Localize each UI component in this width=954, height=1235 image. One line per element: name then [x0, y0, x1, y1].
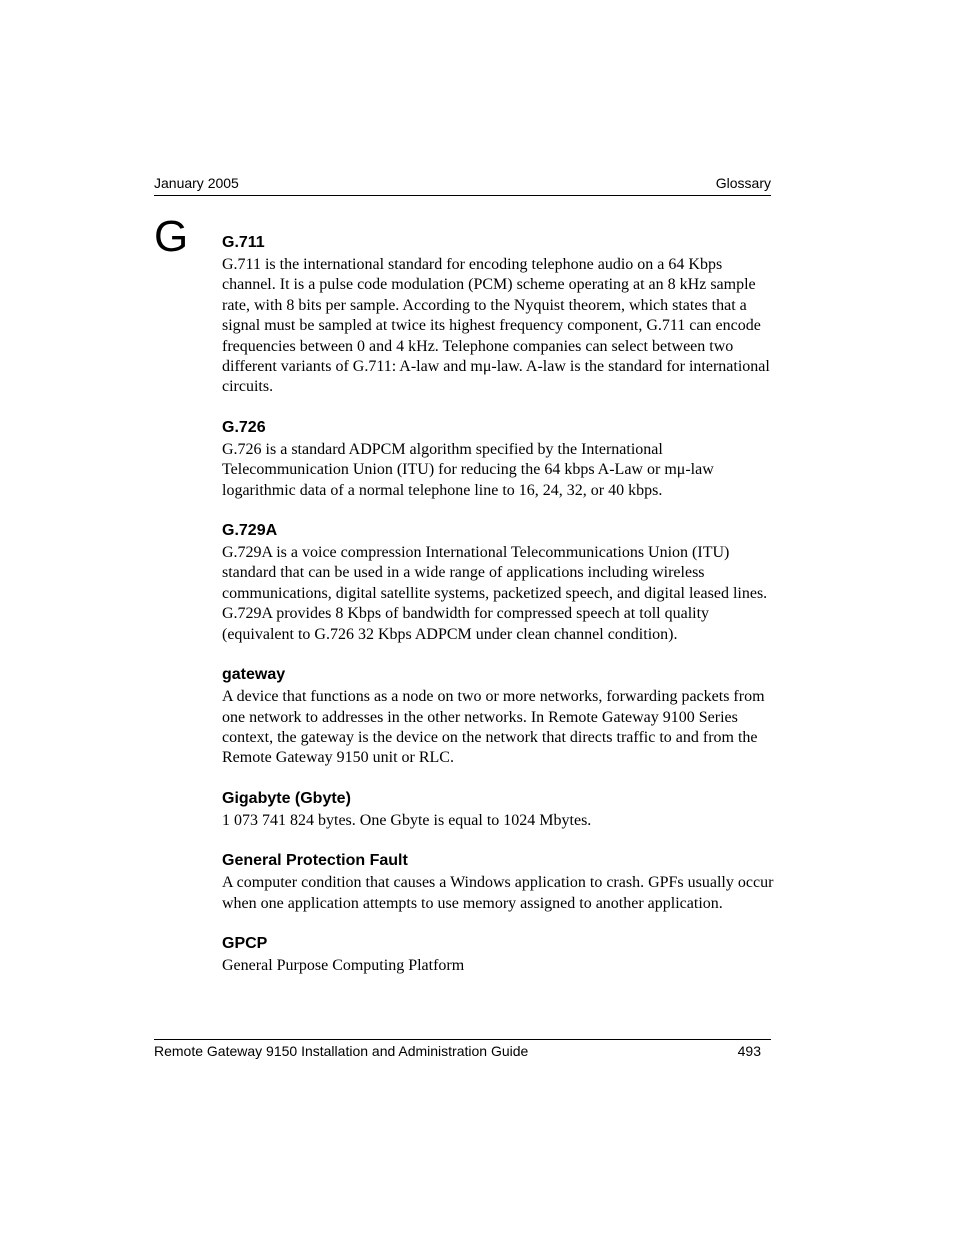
glossary-definition: A device that functions as a node on two or more networks, forwarding packets from one network to addresses in the other networks. In Remote Gateway 9100 Series context, the gateway is the device on the network that directs traffic to and from the Remote Gateway 9150 unit or RLC.	[222, 688, 765, 767]
glossary-entries	[222, 233, 774, 996]
glossary-definition: G.729A is a voice compression International Telecommunications Union (ITU) standard that can be used in a wide range of applications including wireless communications, digital satellite systems, packetized speech, and digital leased lines. G.729A provides 8 Kbps of bandwidth for compressed speech at toll quality (equivalent to G.726 32 Kbps ADPCM under clean channel condition).	[222, 544, 768, 643]
glossary-term: G.726	[222, 418, 266, 436]
glossary-term: Gigabyte (Gbyte)	[222, 789, 351, 807]
glossary-definition: 1 073 741 824 bytes. One Gbyte is equal to 1024 Mbytes.	[222, 811, 592, 829]
glossary-entry	[222, 934, 774, 976]
glossary-term: G.729A	[222, 522, 278, 540]
footer-title: Remote Gateway 9150 Installation and Administration Guide	[154, 1043, 529, 1059]
page-number: 493	[737, 1043, 761, 1059]
glossary-entry	[222, 233, 774, 398]
header-section: Glossary	[715, 175, 771, 191]
glossary-definition: A computer condition that causes a Windows application to crash. GPFs usually occur when one application attempts to use memory assigned to another application.	[222, 874, 774, 912]
glossary-term: GPCP	[222, 934, 268, 952]
glossary-term: G.711	[222, 234, 265, 251]
glossary-entry	[222, 521, 774, 645]
page-footer	[154, 1039, 771, 1063]
glossary-definition: General Purpose Computing Platform	[222, 956, 465, 974]
glossary-term: gateway	[222, 666, 286, 684]
glossary-definition: G.711 is the international standard for encoding telephone audio on a 64 Kbps channel. It is a pulse code modulation (PCM) scheme operating at an 8 kHz sample rate, with 8 bits per sample. According to the Nyquist theorem, which states that a signal must be sampled at twice its highest frequency component, G.711 can encode frequencies between 0 and 4 kHz. Telephone companies can select between two different variants of G.711: A-law and mμ-law. A-law is the standard for international circuits.	[222, 256, 770, 396]
page-header	[154, 175, 771, 196]
glossary-term: General Protection Fault	[222, 852, 408, 870]
glossary-entry	[222, 665, 774, 769]
section-letter: G	[154, 212, 189, 261]
glossary-definition: G.726 is a standard ADPCM algorithm specified by the International Telecommunication Union (ITU) for reducing the 64 kbps A-Law or mμ-law logarithmic data of a normal telephone line to 16, 24, 32, or 40 kbps.	[222, 440, 714, 499]
header-date: January 2005	[154, 175, 239, 191]
glossary-entry	[222, 418, 774, 501]
glossary-entry	[222, 851, 774, 914]
glossary-entry	[222, 789, 774, 831]
